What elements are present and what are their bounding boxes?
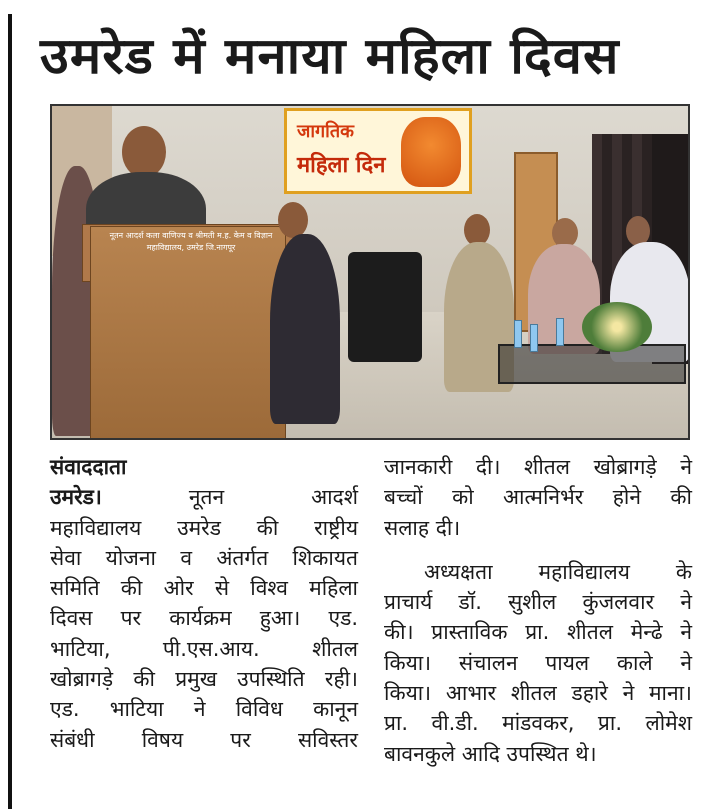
article-line: भाटिया, पी.एस.आय. शीतल (50, 636, 358, 661)
article-line: अध्यक्षता महाविद्यालय के (424, 559, 692, 584)
seated-woman-body (270, 234, 340, 424)
article-line: प्राचार्य डॉ. सुशील कुंजलवार ने (384, 590, 692, 615)
article-line (50, 482, 358, 512)
paragraph-gap (384, 543, 692, 557)
article-line: एड. भाटिया ने विविध कानून (50, 697, 358, 722)
lectern (90, 226, 286, 440)
dateline: उमरेड। (50, 485, 102, 510)
article-line: प्रा. वी.डी. मांडवकर, प्रा. लोमेश (384, 711, 692, 736)
article-line-text: नूतन आदर्श (188, 485, 358, 510)
article-line: बावनकुले आदि उपस्थित थे। (384, 741, 597, 766)
article-line: जानकारी दी। शीतल खोब्रागड़े ने (384, 455, 692, 479)
article-column-left (50, 452, 358, 755)
article-line: दिवस पर कार्यक्रम हुआ। एड. (50, 606, 358, 631)
flower-bouquet (582, 302, 652, 352)
water-bottle (556, 318, 564, 346)
article-line: किया। आभार शीतल डहारे ने माना। (384, 681, 692, 706)
article-line: किया। संचालन पायल काले ने (384, 650, 692, 675)
article-column-right (384, 452, 692, 769)
seated-woman-head (278, 202, 308, 238)
article-line: की। प्रास्ताविक प्रा. शीतल मेन्ढे ने (384, 620, 692, 645)
headline: उमरेड में मनाया महिला दिवस (40, 27, 620, 85)
column-rule (8, 14, 12, 809)
article-line: खोब्रागड़े की प्रमुख उपस्थिति रही। (50, 667, 358, 692)
article-line: बच्चों को आत्मनिर्भर होने की (384, 485, 692, 510)
article-line: सेवा योजना व अंतर्गत शिकायत (50, 545, 358, 570)
article-line: महाविद्यालय उमरेड की राष्ट्रीय (50, 515, 358, 540)
byline: संवाददाता (50, 455, 127, 479)
womens-day-banner (284, 108, 472, 194)
banner-title-line2: महिला दिन (297, 153, 386, 178)
empty-chair (348, 252, 422, 362)
banner-woman-illustration (401, 117, 461, 187)
speaker-head (122, 126, 166, 178)
lectern-sign-text: नूतन आदर्श कला वाणिज्य व श्रीमती म.ह. केम व विज्ञान महाविद्यालय, उमरेड जि.नागपूर (109, 231, 273, 252)
article-line: संबंधी विषय पर सविस्तर (50, 727, 358, 752)
coffee-table (498, 344, 686, 384)
article-line: समिति की ओर से विश्व महिला (50, 576, 358, 601)
article-line: सलाह दी। (384, 515, 461, 540)
water-bottle (514, 320, 522, 348)
water-bottle (530, 324, 538, 352)
banner-title-line1: जागतिक (297, 121, 354, 142)
event-photo (50, 104, 690, 440)
